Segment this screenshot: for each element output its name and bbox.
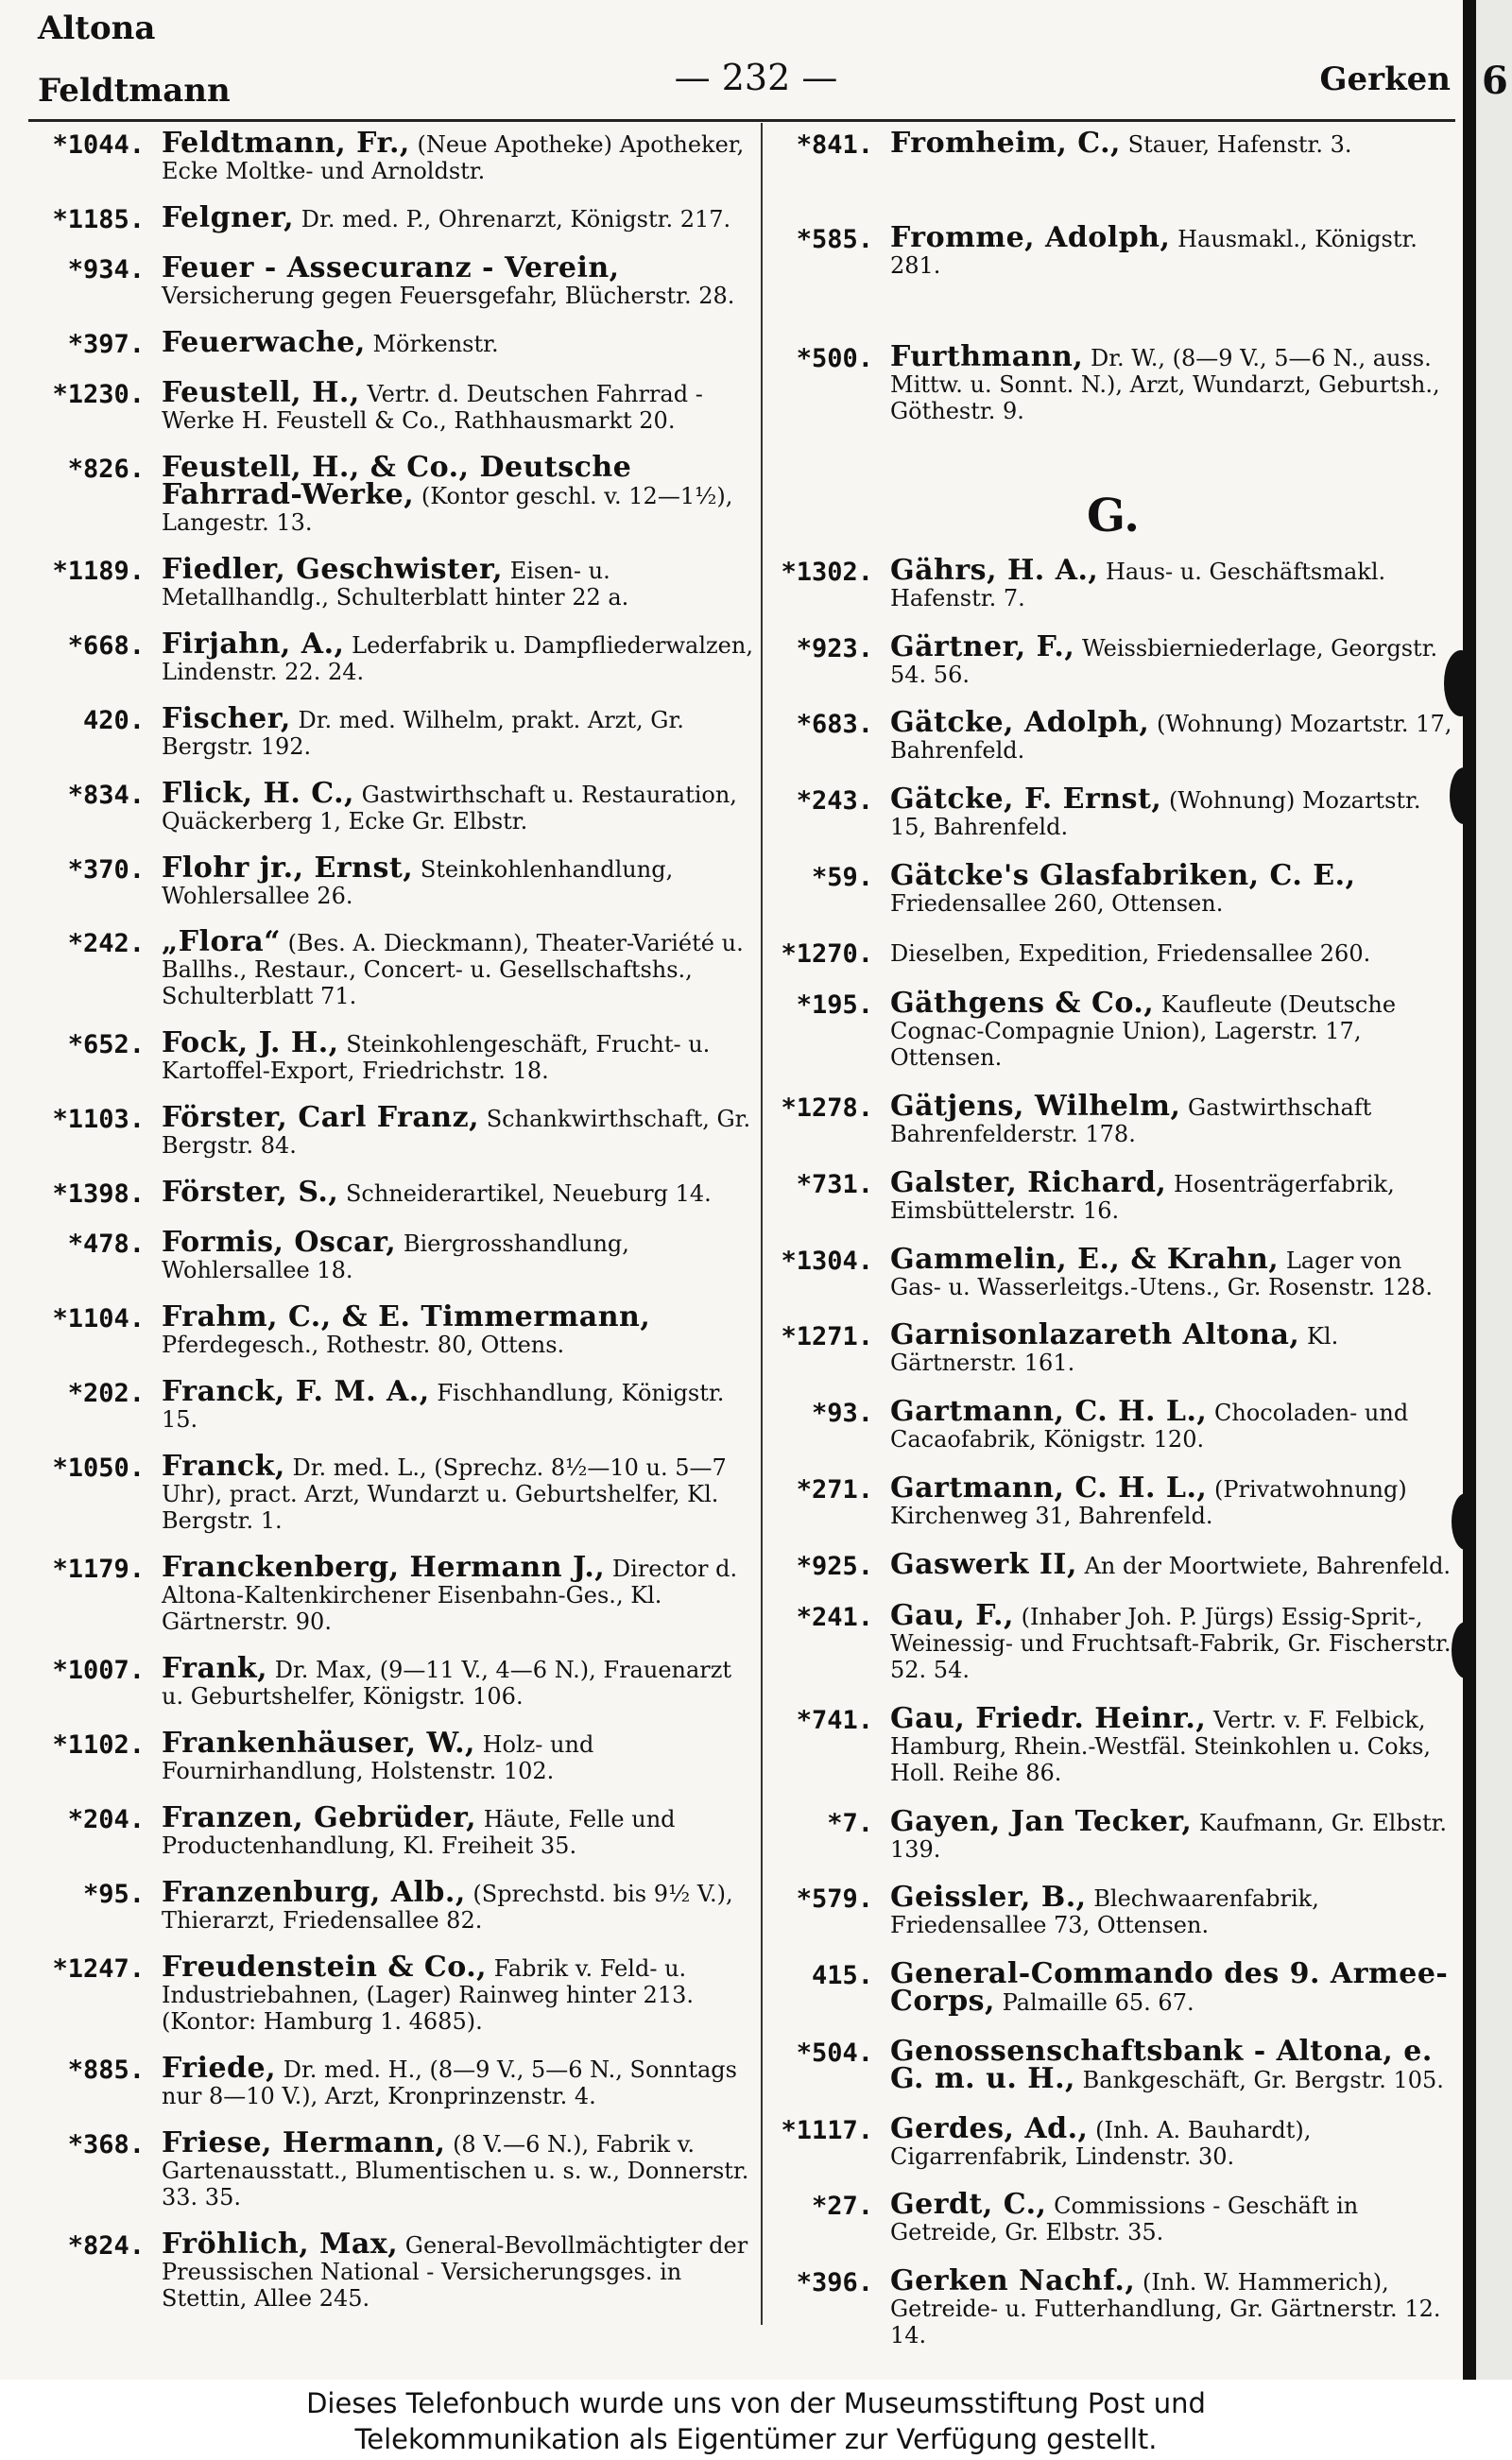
phone-number: *27. [811, 2192, 873, 2222]
entry-detail: Dr. med. P., Ohrenarzt, Königstr. 217. [301, 205, 731, 232]
entry-detail: Bankgeschäft, Gr. Bergstr. 105. [1082, 2066, 1444, 2093]
column-divider [761, 123, 763, 2325]
phone-number: *885. [67, 2055, 145, 2085]
phone-number: *195. [796, 990, 873, 1021]
entry-detail: General-Bevollmächtigter der Preussischen National - Versicherungsges. in Stettin, Allee 245. [162, 2231, 748, 2312]
entry-text [890, 1804, 1459, 1863]
left-column [26, 127, 759, 2332]
phone-number: *834. [67, 780, 145, 810]
phone-number: *202. [67, 1379, 145, 1409]
entry-name: Gartmann, C. H. L., [890, 1395, 1208, 1429]
edge-glyph: 6 [1482, 59, 1508, 103]
phone-number: *826. [67, 454, 145, 484]
entry-text [162, 325, 759, 359]
entry-name: Fiedler, Geschwister, [162, 552, 504, 586]
entry-text [890, 2111, 1459, 2170]
entry-text [890, 340, 1459, 424]
phone-number: *585. [796, 225, 873, 254]
entry-detail: Gastwirthschaft Bahrenfelderstr. 178. [890, 1094, 1372, 1148]
entry-detail: (Inh. W. Hammerich), Getreide- u. Futterhandlung, Gr. Gärtnerstr. 12. 14. [890, 2269, 1441, 2349]
phone-number: *370. [67, 854, 145, 885]
phone-number: *934. [67, 254, 145, 284]
phone-number: *1271. [781, 1322, 873, 1352]
phone-number: *368. [67, 2129, 145, 2159]
directory-entry [26, 1026, 759, 1085]
phone-number: *1270. [781, 938, 873, 969]
footer-line-1: Dieses Telefonbuch wurde uns von der Museumsstiftung Post und [306, 2387, 1206, 2419]
entry-name: Friese, Hermann, [162, 2125, 446, 2159]
binding-edge [1463, 0, 1512, 2380]
entry-detail: (Wohnung) Mozartstr. 17, Bahrenfeld. [890, 711, 1452, 765]
entry-text [162, 627, 759, 685]
directory-entry [767, 858, 1459, 917]
phone-number: *925. [796, 1551, 873, 1581]
entry-detail: Pferdegesch., Rothestr. 80, Ottens. [162, 1332, 565, 1359]
entry-text [162, 1727, 759, 1785]
directory-entry [767, 127, 1459, 160]
entry-name: Gaswerk II, [890, 1547, 1077, 1581]
entry-text [890, 1090, 1459, 1148]
phone-number: *504. [796, 2038, 873, 2068]
entry-text [162, 2051, 759, 2109]
entry-detail: Friedensallee 260, Ottensen. [890, 889, 1224, 917]
entry-name: Feuerwache, [162, 325, 366, 359]
entry-detail: Dr. W., (8—9 V., 5—6 N., auss. Mittw. u. Sonnt. N.), Arzt, Wundarzt, Geburtsh., Göthestr. 9. [890, 345, 1440, 424]
phone-number: *478. [67, 1230, 145, 1260]
header-first-name: Feldtmann [38, 72, 231, 110]
entry-text [162, 776, 759, 834]
directory-entry [767, 2264, 1459, 2349]
entry-name: Förster, Carl Franz, [162, 1101, 480, 1135]
entry-detail: (Bes. A. Dieckmann), Theater-Variété u. Ballhs., Restaur., Concert- u. Gesellschaftshs., Schulterblatt 71. [162, 930, 744, 1010]
entry-text [162, 1026, 759, 1085]
phone-number: *271. [796, 1474, 873, 1505]
entry-name: Gährs, H. A., [890, 554, 1099, 587]
entry-name: Förster, S., [162, 1176, 339, 1210]
entry-text [890, 221, 1459, 279]
phone-number: *683. [796, 710, 873, 740]
phone-number: *1179. [52, 1555, 145, 1585]
entry-name: Feldtmann, Fr., [162, 127, 410, 160]
entry-detail: Versicherung gegen Feuersgefahr, Blücherstr. 28. [162, 282, 735, 309]
directory-entry [26, 200, 759, 234]
phone-number: *1302. [781, 558, 873, 587]
entry-detail: (Inhaber Joh. P. Jürgs) Essig-Sprit-, Weinessig- und Fruchtsaft-Fabrik, Gr. Fischerstr. 52. 54. [890, 1604, 1452, 1684]
entry-text [162, 1226, 759, 1284]
entry-text [890, 1165, 1459, 1224]
footer-credit [0, 2380, 1512, 2460]
directory-entry [767, 2188, 1459, 2246]
phone-number: *396. [796, 2268, 873, 2298]
entry-text [890, 1599, 1459, 1684]
phone-number: *1185. [52, 204, 145, 234]
entry-text [162, 250, 759, 309]
entry-name: Flick, H. C., [162, 776, 355, 810]
entry-detail: Steinkohlengeschäft, Frucht- u. Kartoffel-Export, Friedrichstr. 18. [162, 1031, 711, 1085]
entry-detail: Chocoladen- und Cacaofabrik, Königstr. 120. [890, 1400, 1409, 1454]
directory-entry [26, 776, 759, 834]
entry-text [890, 1318, 1459, 1377]
entry-detail: Haus- u. Geschäftsmakl. Hafenstr. 7. [890, 559, 1386, 611]
entry-name: Friede, [162, 2051, 277, 2085]
phone-number: *243. [796, 786, 873, 817]
entry-detail: Fischhandlung, Königstr. 15. [162, 1380, 725, 1434]
directory-entry [767, 1090, 1459, 1148]
entry-detail: Commissions - Geschäft in Getreide, Gr. Elbstr. 35. [890, 2193, 1359, 2246]
directory-entry [26, 1226, 759, 1284]
entry-text [162, 925, 759, 1010]
entry-detail: Hosenträgerfabrik, Eimsbüttelerstr. 16. [890, 1170, 1395, 1224]
entry-text [162, 552, 759, 611]
directory-entry [767, 1547, 1459, 1581]
directory-entry [767, 1599, 1459, 1684]
directory-entry [26, 701, 759, 760]
entry-detail: (Sprechstd. bis 9½ V.), Thierarzt, Friedensallee 82. [162, 1880, 733, 1934]
entry-name: General-Commando des 9. Armee-Corps, [890, 1957, 1449, 2019]
phone-number: *500. [796, 344, 873, 373]
directory-entry [26, 1450, 759, 1535]
entry-text [162, 1101, 759, 1160]
entry-detail: Gastwirthschaft u. Restauration, Quäckerberg 1, Ecke Gr. Elbstr. [162, 781, 737, 834]
entry-text [162, 375, 759, 434]
phone-number: *668. [67, 630, 145, 661]
directory-entry [767, 783, 1459, 841]
phone-number: *397. [67, 329, 145, 359]
entry-detail: Weissbierniederlage, Georgstr. 54. 56. [890, 634, 1438, 688]
entry-name: Gau, Friedr. Heinr., [890, 1702, 1207, 1736]
directory-entry [26, 1375, 759, 1434]
entry-detail: Holz- und Fournirhandlung, Holstenstr. 102. [162, 1731, 594, 1785]
entry-detail: (8 V.—6 N.), Fabrik v. Gartenausstatt., Blumentischen u. s. w., Donnerstr. 33. 35. [162, 2130, 749, 2211]
directory-entry [767, 2111, 1459, 2170]
phone-number: *1103. [52, 1105, 145, 1135]
entry-name: Firjahn, A., [162, 627, 345, 661]
directory-entry [26, 450, 759, 536]
directory-entry [767, 1395, 1459, 1454]
directory-entry [767, 1804, 1459, 1863]
entry-text [890, 706, 1459, 765]
entry-name: Franck, [162, 1450, 285, 1484]
phone-number: *731. [796, 1169, 873, 1199]
entry-detail: (Inh. A. Bauhardt), Cigarrenfabrik, Lindenstr. 30. [890, 2116, 1312, 2170]
entry-detail: (Kontor geschl. v. 12—1½), Langestr. 13. [162, 482, 733, 536]
directory-entry [26, 851, 759, 909]
entry-text [162, 1950, 759, 2035]
directory-entry [767, 1957, 1459, 2019]
entry-detail: Kaufmann, Gr. Elbstr. 139. [890, 1809, 1448, 1863]
entry-name: Freudenstein & Co., [162, 1950, 488, 1984]
entry-name: Feustell, H., & Co., Deutsche Fahrrad-Werke, [162, 450, 632, 511]
phone-number: *1398. [52, 1179, 145, 1210]
directory-entry [26, 2125, 759, 2211]
entry-text [162, 1551, 759, 1636]
entry-text [162, 1450, 759, 1535]
right-column-g-entries [767, 554, 1459, 2349]
footer-line-2: Telekommunikation als Eigentümer zur Verfügung gestellt. [354, 2423, 1158, 2455]
entry-text [162, 1375, 759, 1434]
entry-detail: An der Moortwiete, Bahrenfeld. [1084, 1552, 1452, 1579]
entry-detail: Director d. Altona-Kaltenkirchener Eisenbahn-Ges., Kl. Gärtnerstr. 90. [162, 1556, 738, 1636]
entry-name: Frankenhäuser, W., [162, 1727, 475, 1761]
entry-detail: Stauer, Hafenstr. 3. [1127, 131, 1352, 158]
directory-entry [26, 2227, 759, 2312]
directory-entry [26, 1551, 759, 1636]
entry-text [890, 127, 1459, 160]
entry-name: Felgner, [162, 200, 295, 234]
entry-text [890, 1471, 1459, 1529]
header-city: Altona [38, 9, 156, 47]
entry-name: Gau, F., [890, 1599, 1014, 1633]
section-letter-g: G. [1087, 490, 1140, 542]
entry-text [890, 1395, 1459, 1454]
directory-entry [767, 1242, 1459, 1300]
directory-entry [26, 552, 759, 611]
directory-entry [767, 1471, 1459, 1529]
page-number: — 232 — [674, 57, 838, 98]
entry-detail: Schankwirthschaft, Gr. Bergstr. 84. [162, 1106, 751, 1160]
entry-name: Gerdt, C., [890, 2188, 1047, 2222]
entry-detail: Steinkohlenhandlung, Wohlersallee 26. [162, 855, 674, 909]
directory-entry [26, 1176, 759, 1210]
entry-name: „Flora“ [162, 925, 281, 959]
entry-name: Furthmann, [890, 340, 1084, 373]
phone-number: *93. [811, 1399, 873, 1429]
directory-entry [26, 127, 759, 184]
directory-entry [767, 629, 1459, 688]
entry-name: Gerdes, Ad., [890, 2111, 1089, 2145]
entry-name: Genossenschaftsbank - Altona, e. G. m. u. H., [890, 2034, 1433, 2095]
entry-detail: (Neue Apotheke) Apotheker, Ecke Moltke- und Arnoldstr. [162, 131, 745, 184]
phone-number: *824. [67, 2230, 145, 2261]
directory-entry [26, 925, 759, 1010]
entry-text [162, 200, 759, 234]
entry-name: Geissler, B., [890, 1881, 1087, 1915]
entry-detail: (Privatwohnung) Kirchenweg 31, Bahrenfeld. [890, 1475, 1407, 1529]
directory-entry [767, 706, 1459, 765]
entry-name: Gätcke, Adolph, [890, 706, 1150, 740]
directory-entry [767, 1702, 1459, 1787]
phone-number: *652. [67, 1030, 145, 1060]
entry-text [890, 939, 1459, 967]
entry-text [162, 1300, 759, 1359]
right-column-f-entries [767, 127, 1459, 424]
entry-detail: Kl. Gärtnerstr. 161. [890, 1323, 1339, 1377]
entry-name: Gärtner, F., [890, 629, 1075, 663]
entry-text [162, 127, 759, 184]
entry-text [162, 1176, 759, 1210]
entry-text [162, 701, 759, 760]
entry-detail: Dr. med. H., (8—9 V., 5—6 N., Sonntags nur 8—10 V.), Arzt, Kronprinzenstr. 4. [162, 2056, 737, 2109]
entry-text [890, 2264, 1459, 2349]
phone-number: *1102. [52, 1730, 145, 1761]
entry-name: Gerken Nachf., [890, 2264, 1136, 2298]
entry-text [890, 783, 1459, 841]
phone-number: *1007. [52, 1656, 145, 1686]
phone-number: *59. [811, 862, 873, 892]
directory-entry [26, 325, 759, 359]
entry-text [890, 2034, 1459, 2095]
entry-detail: Schneiderartikel, Neueburg 14. [345, 1180, 712, 1208]
entry-name: Franzen, Gebrüder, [162, 1800, 477, 1834]
phone-number: *1230. [52, 379, 145, 409]
entry-detail: Dieselben, Expedition, Friedensallee 260. [890, 939, 1371, 967]
entry-name: Fock, J. H., [162, 1026, 339, 1060]
phone-number: *204. [67, 1804, 145, 1834]
entry-name: Gätcke, F. Ernst, [890, 783, 1162, 817]
entry-detail: Blechwaarenfabrik, Friedensallee 73, Ottensen. [890, 1885, 1319, 1939]
entry-name: Frank, [162, 1652, 268, 1686]
directory-entry [767, 554, 1459, 611]
entry-text [890, 1547, 1459, 1581]
directory-entry [26, 1101, 759, 1160]
entry-text [890, 629, 1459, 688]
directory-entry [26, 1727, 759, 1785]
directory-entry [767, 2034, 1459, 2095]
header-rule [28, 119, 1455, 122]
phone-number: *1278. [781, 1093, 873, 1124]
entry-name: Fischer, [162, 701, 291, 735]
entry-text [162, 2227, 759, 2312]
directory-entry [26, 627, 759, 685]
directory-entry [26, 2051, 759, 2109]
entry-detail: Hausmakl., Königstr. 281. [890, 226, 1418, 279]
entry-detail: Mörkenstr. [372, 330, 499, 357]
entry-name: Fromme, Adolph, [890, 221, 1171, 254]
entry-name: Gayen, Jan Tecker, [890, 1804, 1193, 1838]
entry-text [890, 1881, 1459, 1939]
entry-detail: Vertr. v. F. Felbick, Hamburg, Rhein.-Westfäl. Steinkohlen u. Coks, Holl. Reihe 86. [890, 1707, 1432, 1787]
directory-entry [26, 250, 759, 309]
entry-text [162, 450, 759, 536]
header-last-name: Gerken [1319, 60, 1451, 98]
entry-name: Gäthgens & Co., [890, 987, 1155, 1021]
entry-detail: (Wohnung) Mozartstr. 15, Bahrenfeld. [890, 787, 1421, 841]
directory-entry [767, 221, 1459, 279]
entry-name: Franckenberg, Hermann J., [162, 1551, 606, 1585]
entry-name: Gartmann, C. H. L., [890, 1471, 1208, 1505]
entry-name: Gätcke's Glasfabriken, C. E., [890, 858, 1356, 892]
entry-detail: Vertr. d. Deutschen Fahrrad - Werke H. Feustell & Co., Rathhausmarkt 20. [162, 380, 703, 434]
phone-number: *579. [796, 1884, 873, 1915]
directory-entry [26, 1652, 759, 1711]
entry-name: Gammelin, E., & Krahn, [890, 1242, 1280, 1276]
entry-detail: Lager von Gas- u. Wasserleitgs.-Utens., Gr. Rosenstr. 128. [890, 1247, 1434, 1300]
entry-text [890, 2188, 1459, 2246]
entry-text [162, 2125, 759, 2211]
entry-detail: Biergrosshandlung, Wohlersallee 18. [162, 1230, 629, 1284]
phone-number: 415. [811, 1961, 873, 1991]
directory-entry [26, 1800, 759, 1859]
entry-name: Feuer - Assecuranz - Verein, [162, 250, 620, 284]
phone-number: *1247. [52, 1953, 145, 1984]
entry-text [890, 554, 1459, 611]
directory-entry [767, 340, 1459, 424]
entry-name: Flohr jr., Ernst, [162, 851, 414, 885]
directory-entry [767, 1165, 1459, 1224]
phone-number: *242. [67, 929, 145, 959]
entry-text [890, 1242, 1459, 1300]
phone-number: *1050. [52, 1454, 145, 1484]
entry-detail: Lederfabrik u. Dampfliederwalzen, Lindenstr. 22. 24. [162, 631, 753, 685]
directory-entry [26, 1300, 759, 1359]
phone-number: *1104. [52, 1304, 145, 1334]
entry-detail: Häute, Felle und Productenhandlung, Kl. Freiheit 35. [162, 1805, 676, 1859]
entry-detail: Dr. med. L., (Sprechz. 8½—10 u. 5—7 Uhr), pract. Arzt, Wundarzt u. Geburtshelfer, Kl. Bergstr. 1. [162, 1454, 727, 1535]
phone-number: *95. [82, 1879, 145, 1909]
phone-number: *241. [796, 1603, 873, 1633]
entry-name: Garnisonlazareth Altona, [890, 1318, 1300, 1352]
phone-number: *1117. [781, 2115, 873, 2145]
phone-number: 420. [82, 705, 145, 735]
entry-name: Franzenburg, Alb., [162, 1875, 466, 1909]
phone-number: *741. [796, 1706, 873, 1736]
entry-text [890, 987, 1459, 1072]
entry-detail: Palmaille 65. 67. [1002, 1989, 1194, 2017]
entry-name: Gätjens, Wilhelm, [890, 1090, 1181, 1124]
directory-entry [767, 939, 1459, 969]
directory-entry [767, 987, 1459, 1072]
right-column [767, 127, 1459, 2371]
entry-detail: Dr. med. Wilhelm, prakt. Arzt, Gr. Bergstr. 192. [162, 706, 684, 760]
entry-text [162, 1800, 759, 1859]
phone-number: *841. [796, 130, 873, 160]
entry-name: Feustell, H., [162, 375, 360, 409]
phone-number: *7. [827, 1808, 873, 1838]
entry-name: Frahm, C., & E. Timmermann, [162, 1300, 651, 1334]
entry-name: Fröhlich, Max, [162, 2227, 399, 2261]
entry-name: Fromheim, C., [890, 127, 1121, 160]
phone-number: *1189. [52, 556, 145, 586]
entry-text [890, 1702, 1459, 1787]
directory-entry [26, 1950, 759, 2035]
entry-text [890, 858, 1459, 917]
entry-text [162, 1652, 759, 1711]
phone-number: *1044. [52, 130, 145, 160]
entry-detail: Eisen- u. Metallhandlg., Schulterblatt hinter 22 a. [162, 557, 629, 611]
entry-name: Franck, F. M. A., [162, 1375, 430, 1409]
entry-detail: Fabrik v. Feld- u. Industriebahnen, (Lager) Rainweg hinter 213. (Kontor: Hamburg 1. 4685). [162, 1954, 694, 2035]
directory-entry [767, 1318, 1459, 1377]
entry-detail: Dr. Max, (9—11 V., 4—6 N.), Frauenarzt u. Geburtshelfer, Königstr. 106. [162, 1657, 732, 1711]
entry-name: Formis, Oscar, [162, 1226, 397, 1260]
entry-text [162, 1875, 759, 1934]
entry-name: Galster, Richard, [890, 1165, 1167, 1199]
entry-detail: Kaufleute (Deutsche Cognac-Compagnie Union), Lagerstr. 17, Ottensen. [890, 991, 1397, 1072]
directory-entry [26, 375, 759, 434]
directory-entry [767, 1881, 1459, 1939]
entry-text [890, 1957, 1459, 2019]
phone-number: *923. [796, 633, 873, 663]
directory-entry [26, 1875, 759, 1934]
phone-number: *1304. [781, 1246, 873, 1276]
entry-text [162, 851, 759, 909]
